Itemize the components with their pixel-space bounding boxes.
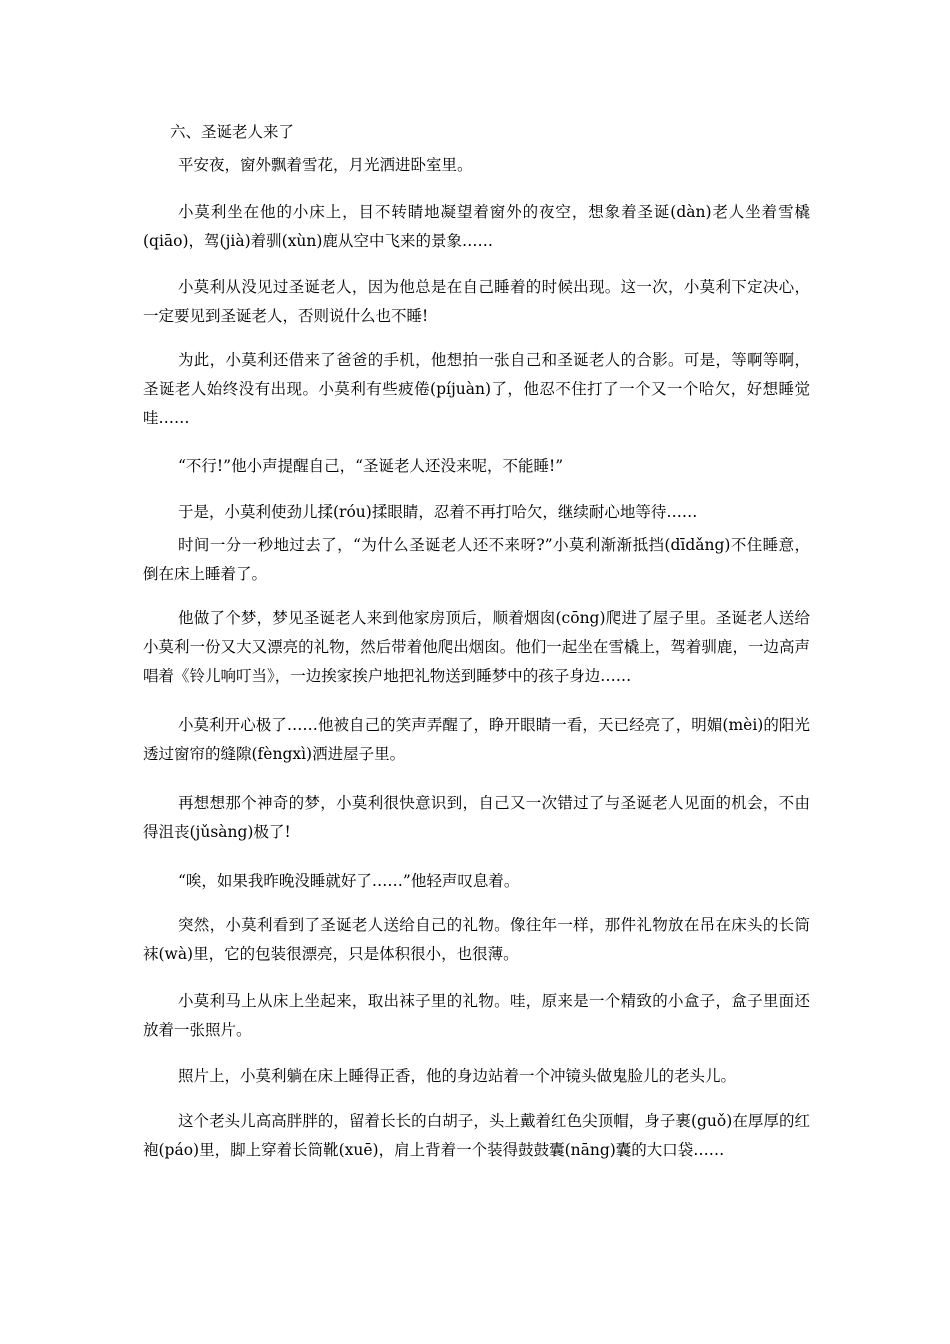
- paragraph-6: 于是，小莫利使劲儿揉(róu)揉眼睛，忍着不再打哈欠，继续耐心地等待……: [178, 503, 698, 521]
- paragraph-13: 小莫利马上从床上坐起来，取出袜子里的礼物。哇，原来是一个精致的小盒子，盒子里面还放着一张照片。: [143, 992, 810, 1039]
- paragraph-10: 再想想那个神奇的梦，小莫利很快意识到，自己又一次错过了与圣诞老人见面的机会，不由得沮丧(jǔsàng)极了!: [143, 794, 810, 841]
- paragraph-4: 为此，小莫利还借来了爸爸的手机，他想拍一张自己和圣诞老人的合影。可是，等啊等啊，圣诞老人始终没有出现。小莫利有些疲倦(píjuàn)了，他忍不住打了一个又一个哈欠，好想睡觉哇……: [143, 351, 810, 427]
- paragraph-12: 突然，小莫利看到了圣诞老人送给自己的礼物。像往年一样，那件礼物放在吊在床头的长筒袜(wà)里，它的包装很漂亮，只是体积很小，也很薄。: [143, 916, 810, 963]
- section-heading: 六、圣诞老人来了: [170, 123, 295, 141]
- paragraph-9: 小莫利开心极了……他被自己的笑声弄醒了，睁开眼睛一看，天已经亮了，明媚(mèi)的阳光透过窗帘的缝隙(fèngxì)洒进屋子里。: [143, 716, 810, 763]
- paragraph-8: 他做了个梦，梦见圣诞老人来到他家房顶后，顺着烟囱(cōng)爬进了屋子里。圣诞老人送给小莫利一份又大又漂亮的礼物，然后带着他爬出烟囱。他们一起坐在雪橇上，驾着驯鹿，一边高声唱着《铃儿响叮当》，一边挨家挨户地把礼物送到睡梦中的孩子身边……: [143, 609, 810, 685]
- paragraph-2: 小莫利坐在他的小床上，目不转睛地凝望着窗外的夜空，想象着圣诞(dàn)老人坐着雪橇(qiāo)，驾(jià)着驯(xùn)鹿从空中飞来的景象……: [143, 203, 810, 250]
- paragraph-1: 平安夜，窗外飘着雪花，月光洒进卧室里。: [178, 156, 473, 174]
- paragraph-14: 照片上，小莫利躺在床上睡得正香，他的身边站着一个冲镜头做鬼脸儿的老头儿。: [178, 1067, 737, 1085]
- paragraph-15: 这个老头儿高高胖胖的，留着长长的白胡子，头上戴着红色尖顶帽，身子裹(guǒ)在厚厚的红袍(páo)里，脚上穿着长筒靴(xuē)，肩上背着一个装得鼓鼓囊(nāng)囊的大口袋……: [143, 1112, 810, 1159]
- paragraph-3: 小莫利从没见过圣诞老人，因为他总是在自己睡着的时候出现。这一次，小莫利下定决心，一定要见到圣诞老人，否则说什么也不睡!: [143, 278, 810, 325]
- paragraph-11: “唉，如果我昨晚没睡就好了……”他轻声叹息着。: [178, 872, 520, 890]
- paragraph-5: “不行!”他小声提醒自己，“圣诞老人还没来呢，不能睡!”: [178, 457, 564, 475]
- paragraph-7: 时间一分一秒地过去了，“为什么圣诞老人还不来呀?”小莫利渐渐抵挡(dīdǎng)不住睡意，倒在床上睡着了。: [143, 536, 810, 583]
